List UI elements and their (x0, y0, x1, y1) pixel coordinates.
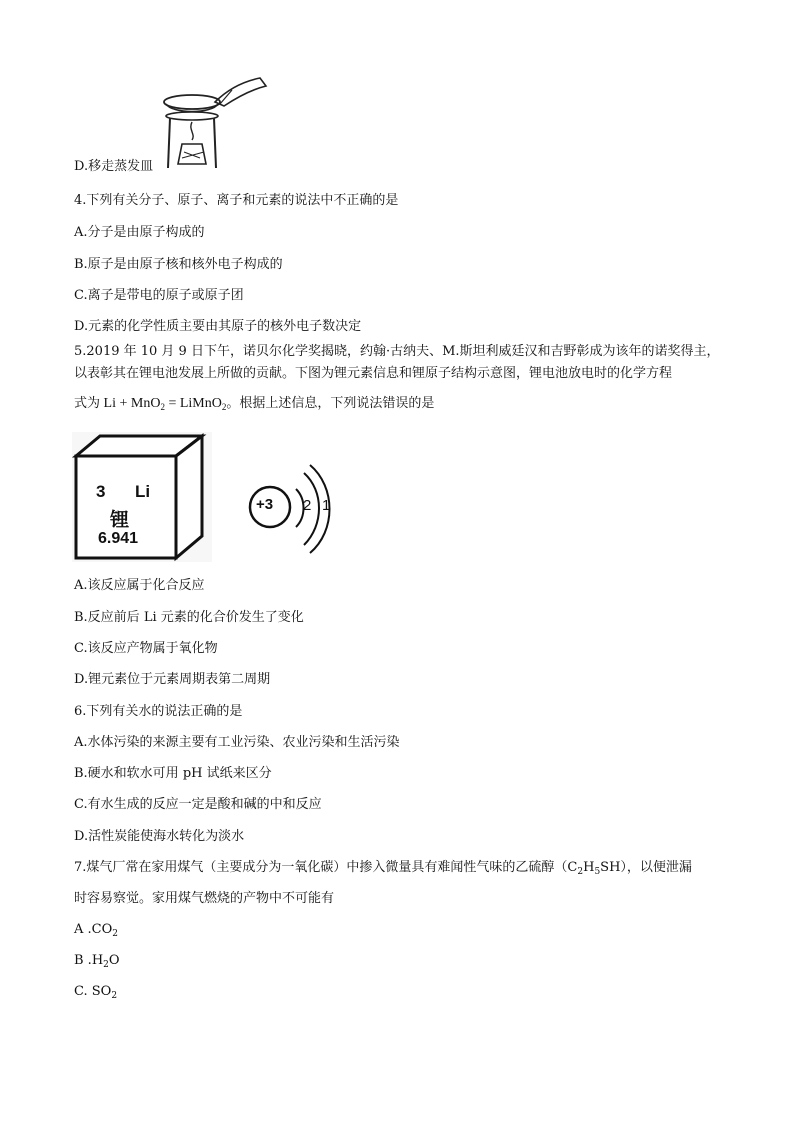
q5-option-b: B.反应前后 Li 元素的化合价发生了变化 (74, 610, 304, 625)
atomic-mass: 6.941 (98, 530, 139, 547)
q4-stem: 4.下列有关分子、原子、离子和元素的说法中不正确的是 (74, 193, 399, 208)
element-symbol: Li (135, 482, 151, 501)
atomic-number: 3 (96, 482, 106, 501)
q6-option-b: B.硬水和软水可用 pH 试纸来区分 (74, 766, 272, 781)
q6-stem: 6.下列有关水的说法正确的是 (74, 704, 243, 719)
chemical-equation: Li + MnO$_2$ = LiMnO$_2$ (103, 396, 227, 412)
q5-stem-line1: 5.2019 年 10 月 9 日下午，诺贝尔化学奖揭晓，约翰·古纳夫、M.斯坦利威廷汉和吉野彰成为该年的诺奖得主， (74, 344, 720, 359)
q7-option-c: C. $SO_2$ (74, 984, 118, 1001)
evaporating-dish-illustration (160, 74, 270, 172)
q5-stem-prefix: 式为 (74, 396, 101, 411)
q5-stem-suffix: 。根据上述信息，下列说法错误的是 (226, 396, 435, 411)
q5-stem-line3 (74, 395, 434, 413)
q5-option-c: C.该反应产物属于氧化物 (74, 641, 218, 656)
element-name: 锂 (110, 510, 130, 531)
nucleus-charge: +3 (256, 496, 274, 513)
q7-option-b: B $.H_2O$ (74, 953, 120, 970)
q7-stem-line1: 7.煤气厂常在家用煤气（主要成分为一氧化碳）中掺入微量具有难闻性气味的乙硫醇$(C_2H_5SH)$，以便泄漏 (74, 860, 692, 877)
q6-option-a: A.水体污染的来源主要有工业污染、农业污染和生活污染 (74, 735, 400, 750)
q6-option-c: C.有水生成的反应一定是酸和碱的中和反应 (74, 797, 322, 812)
q6-option-d: D.活性炭能使海水转化为淡水 (74, 829, 245, 844)
q7-option-a: A $.CO_2$ (74, 922, 118, 939)
shell-2-electrons: 1 (322, 497, 331, 514)
q7-stem-line2: 时容易察觉。家用煤气燃烧的产物中不可能有 (74, 891, 335, 906)
q5-option-d: D.锂元素位于元素周期表第二周期 (74, 672, 271, 687)
q4-option-b: B.原子是由原子核和核外电子构成的 (74, 257, 283, 272)
q4-option-c: C.离子是带电的原子或原子团 (74, 288, 244, 303)
q4-option-d: D.元素的化学性质主要由其原子的核外电子数决定 (74, 319, 362, 334)
shell-1-electrons: 2 (303, 497, 312, 514)
q3-option-d: D.移走蒸发皿 (74, 159, 154, 174)
q5-stem-line2: 以表彰其在锂电池发展上所做的贡献。下图为锂元素信息和锂原子结构示意图，锂电池放电时的化学方程 (74, 366, 673, 381)
q4-option-a: A.分子是由原子构成的 (74, 225, 205, 240)
q5-option-a: A.该反应属于化合反应 (74, 578, 205, 593)
